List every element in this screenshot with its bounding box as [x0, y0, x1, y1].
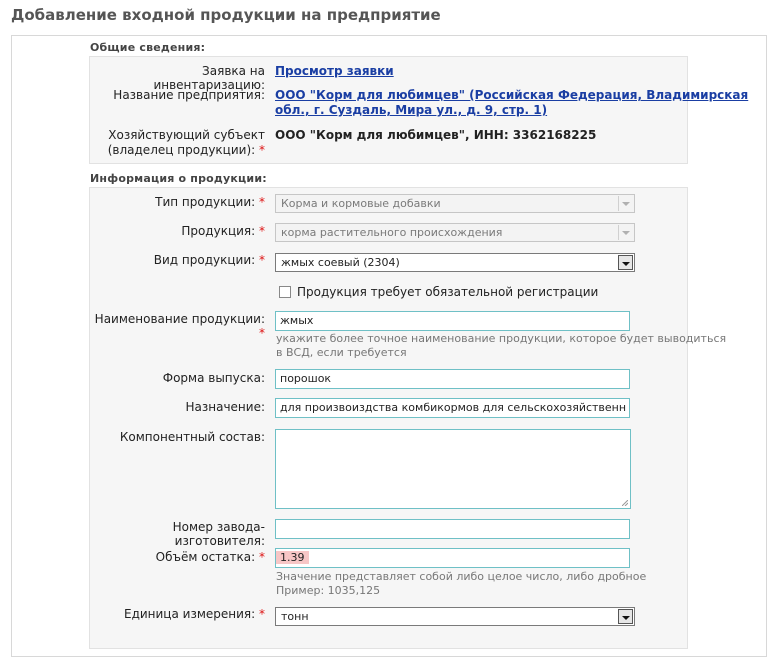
kind-label-text: Вид продукции:	[153, 253, 256, 267]
product-name-hint	[276, 332, 726, 360]
purpose-label: Назначение:	[185, 400, 265, 414]
chevron-down-icon	[618, 225, 633, 240]
enterprise-link[interactable]	[275, 88, 748, 117]
product-type-value: Корма и кормовые добавки	[281, 197, 441, 210]
form-label: Форма выпуска:	[162, 371, 265, 385]
enterprise-link-wrap	[275, 88, 748, 118]
enterprise-label: Название предприятия:	[113, 88, 265, 102]
factory-label: Номер завода-изготовителя:	[172, 520, 265, 548]
volume-label-text: Объём остатка:	[155, 550, 256, 564]
factory-number-input[interactable]	[275, 519, 630, 539]
product-select[interactable]	[275, 223, 635, 242]
volume-hint-line2: Пример: 1035,125	[276, 584, 381, 597]
request-link-wrap	[275, 64, 394, 78]
enterprise-link-line2: обл., г. Суздаль, Мира ул., д. 9, стр. 1)	[275, 103, 548, 117]
resize-grip-icon[interactable]	[622, 500, 628, 506]
unit-label-text: Единица измерения:	[123, 607, 256, 621]
registration-checkbox[interactable]	[279, 286, 291, 298]
product-kind-value: жмых соевый (2304)	[281, 256, 400, 269]
volume-label	[90, 550, 265, 564]
product-label	[90, 224, 265, 238]
product-name-input[interactable]: жмых	[275, 311, 630, 331]
volume-hint	[276, 570, 646, 598]
view-request-link[interactable]: Просмотр заявки	[275, 64, 394, 78]
owner-label-line2: (владелец продукции):	[107, 143, 256, 157]
owner-label	[90, 128, 265, 158]
product-name-hint-line1: укажите более точное наименование продукции, которое будет выводиться	[276, 332, 727, 345]
type-label	[90, 195, 265, 209]
required-mark: *	[259, 195, 265, 209]
request-label: Заявка на инвентаризацию:	[153, 64, 265, 92]
unit-value: тонн	[281, 610, 309, 623]
required-mark: *	[259, 550, 265, 564]
chevron-down-icon	[618, 255, 633, 270]
composition-textarea[interactable]	[275, 429, 631, 509]
enterprise-link-line1: ООО "Корм для любимцев" (Российская Федерация, Владимирская	[275, 88, 749, 102]
composition-label: Компонентный состав:	[119, 430, 265, 444]
chevron-down-icon	[618, 196, 633, 211]
product-type-select[interactable]	[275, 194, 635, 213]
volume-hint-line1: Значение представляет собой либо целое число, либо дробное	[276, 570, 647, 583]
required-mark: *	[259, 224, 265, 238]
registration-checkbox-label: Продукция требует обязательной регистрации	[297, 285, 599, 299]
product-section-title: Информация о продукции:	[90, 172, 267, 185]
required-mark: *	[259, 253, 265, 267]
unit-label	[90, 607, 265, 621]
product-kind-select[interactable]	[275, 253, 635, 272]
type-label-text: Тип продукции:	[155, 195, 256, 209]
form-input[interactable]: порошок	[275, 369, 630, 389]
purpose-input[interactable]: для произвоиздства комбикормов для сельскохозяйственн	[275, 398, 630, 418]
name-label	[90, 312, 265, 340]
volume-input[interactable]	[275, 548, 630, 568]
product-value: корма растительного происхождения	[281, 226, 503, 239]
unit-select[interactable]	[275, 607, 635, 626]
product-label-text: Продукция:	[181, 224, 256, 238]
volume-value: 1.39	[276, 551, 309, 564]
required-mark: *	[259, 143, 265, 157]
name-label-text: Наименование продукции:	[94, 312, 265, 326]
kind-label	[90, 253, 265, 267]
page-title: Добавление входной продукции на предприятие	[11, 6, 441, 24]
owner-value: ООО "Корм для любимцев", ИНН: 3362168225	[275, 128, 597, 142]
required-mark: *	[259, 607, 265, 621]
product-name-hint-line2: в ВСД, если требуется	[276, 346, 407, 359]
owner-label-line1: Хозяйствующий субъект	[108, 128, 265, 142]
general-section-title: Общие сведения:	[90, 41, 206, 54]
required-mark: *	[259, 326, 265, 340]
chevron-down-icon	[618, 609, 633, 624]
